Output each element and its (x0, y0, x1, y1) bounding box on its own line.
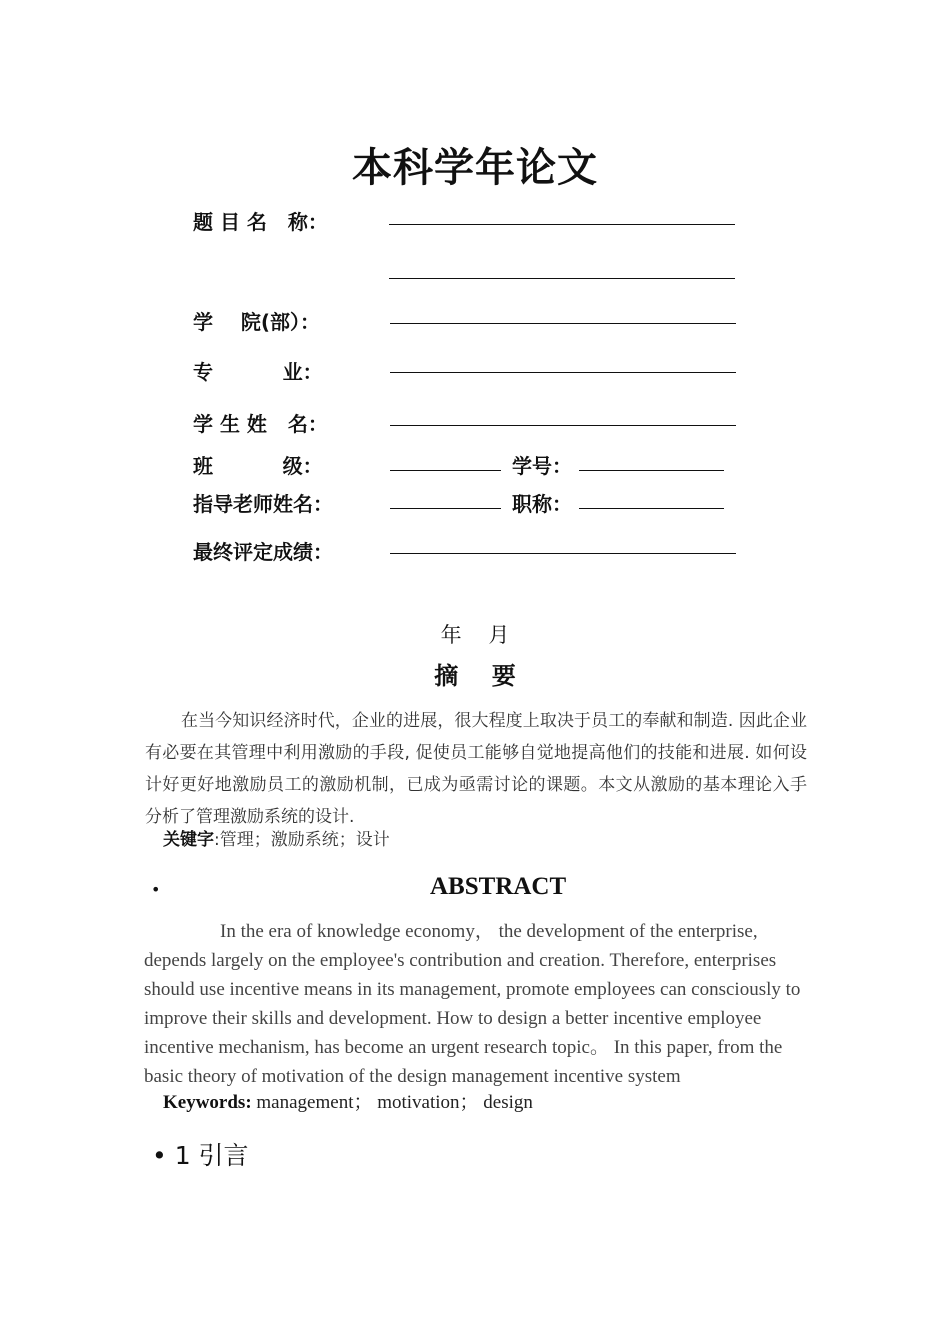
label-major: 专 业： (193, 360, 323, 384)
label-class: 班 级： (193, 454, 323, 478)
advisor-line (390, 508, 501, 509)
section-1-heading (152, 1136, 249, 1172)
cn-keywords-label: 关键字 (163, 830, 214, 850)
label-student-name: 学 生 姓 名： (193, 412, 328, 436)
label-student-no: 学号： (512, 454, 572, 478)
en-keywords-line (163, 1087, 533, 1114)
student-name-line (390, 425, 736, 426)
abstract-cn-body: 在当今知识经济时代，企业的进展，很大程度上取决于员工的奉献和制造. 因此企业有必要在其管理中利用激励的手段, 促使员工能够自觉地提高他们的技能和进展. 如何设计好更好地激励员工的激励机制，已成为亟需讨论的课题。本文从激励的基本理论入手分析了管理激励系统的设计. (145, 711, 807, 827)
abstract-en-body: In the era of knowledge economy， the development of the enterprise, depends largely on the employee's contribution and creation. Therefore, enterprises should use incentive means in its management, promote employees can consciously to improve their skills and development. How to design a better incentive employee incentive mechanism, has become an urgent research topic。 In this paper, from the basic theory of motivation of the design management incentive system (144, 921, 801, 1087)
en-keywords-label: Keywords: (163, 1092, 252, 1113)
section-1-title: 1 引言 (174, 1141, 249, 1170)
label-topic: 题 目 名 称： (193, 210, 328, 234)
label-advisor-title: 职称： (512, 492, 572, 516)
student-no-line (579, 470, 724, 471)
class-line (390, 470, 501, 471)
abstract-cn-heading: 摘 要 (434, 662, 516, 690)
topic-line-2 (389, 278, 735, 279)
college-line (390, 323, 736, 324)
cn-keywords-value: :管理；激励系统；设计 (214, 830, 390, 850)
date-line: 年 月 (440, 623, 510, 647)
advisor-title-line (579, 508, 724, 509)
thesis-title: 本科学年论文 (352, 145, 598, 191)
section-1-bullet: • (152, 1141, 167, 1170)
major-line (390, 372, 736, 373)
cn-keywords-line (163, 825, 390, 850)
label-final-grade: 最终评定成绩： (193, 540, 333, 564)
label-college: 学 院(部）： (193, 310, 320, 334)
en-keywords-value: management； motivation； design (251, 1092, 533, 1113)
abstract-en-heading: ABSTRACT (430, 873, 567, 900)
final-grade-line (390, 553, 736, 554)
topic-line-1 (389, 224, 735, 225)
label-advisor: 指导老师姓名： (193, 492, 333, 516)
abstract-en-bullet: • (151, 880, 161, 899)
